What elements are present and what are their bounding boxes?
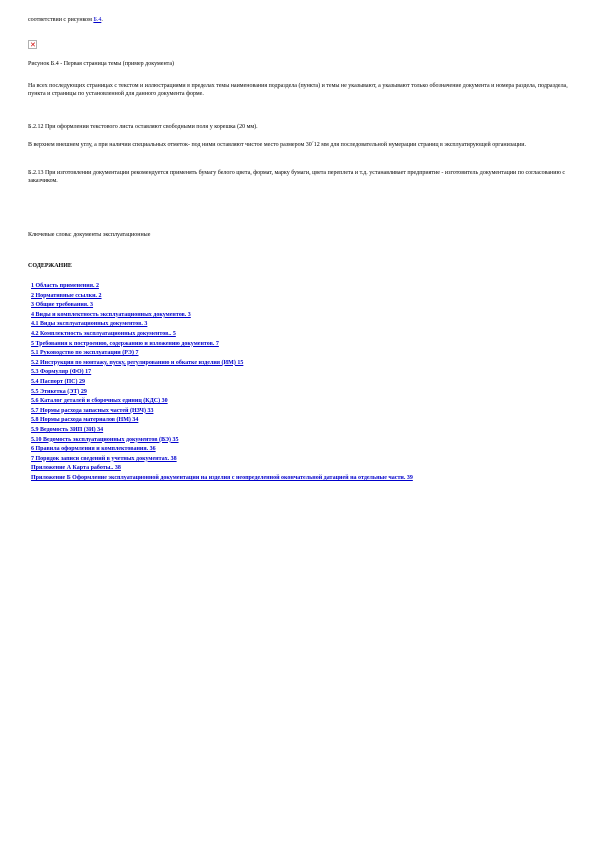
- toc-link[interactable]: 3 Общие требования. 3: [31, 302, 94, 309]
- toc-link[interactable]: 7 Порядок записи сведений в учетных документах. 38: [31, 455, 177, 462]
- toc-link[interactable]: Приложение Б Оформление эксплуатационной документации на изделия с неопределенной окончательной датацией на отдельные части. 39: [31, 474, 413, 481]
- toc-link[interactable]: 5 Требования к построению, содержанию и изложению документов. 7: [31, 340, 219, 347]
- broken-image-icon: ✕: [30, 41, 36, 49]
- toc-link[interactable]: 4 Виды и комплектность эксплуатационных документов. 3: [31, 311, 191, 318]
- toc-link[interactable]: Приложение А Карта работы.. 38: [31, 465, 121, 472]
- toc-link[interactable]: 5.7 Нормы расхода запасных частей (НЗЧ) 33: [31, 407, 154, 414]
- contents-heading: СОДЕРЖАНИЕ: [28, 263, 72, 269]
- toc-link[interactable]: 4.1 Виды эксплуатационных документов. 3: [31, 321, 148, 328]
- toc-link[interactable]: 5.4 Паспорт (ПС) 29: [31, 378, 85, 385]
- figure-link[interactable]: Б.4: [93, 17, 102, 23]
- toc-link[interactable]: 5.5 Этикетка (ЭТ) 29: [31, 388, 87, 395]
- toc-link[interactable]: 5.2 Инструкция по монтажу, пуску, регулированию и обкатке изделия (ИМ) 15: [31, 359, 244, 366]
- toc-link[interactable]: 5.8 Нормы расхода материалов (НМ) 34: [31, 417, 139, 424]
- intro-text: соответствии с рисунком: [28, 17, 94, 23]
- toc-link[interactable]: 5.3 Формуляр (ФО) 17: [31, 369, 92, 376]
- figure-caption: Рисунок Б.4 - Первая страница темы (пример документа): [28, 61, 175, 67]
- toc-link[interactable]: 1 Область применения. 2: [31, 283, 99, 289]
- toc-link[interactable]: 5.6 Каталог деталей и сборочных единиц (КДС) 30: [31, 398, 168, 405]
- table-of-contents: [31, 282, 571, 483]
- toc-link[interactable]: 5.9 Ведомость ЗИП (ЗИ) 34: [31, 426, 104, 433]
- toc-link[interactable]: 5.10 Ведомость эксплуатационных документов (ВЭ) 35: [31, 436, 179, 443]
- toc-link[interactable]: 4.2 Комплектность эксплуатационных документов.. 5: [31, 330, 176, 337]
- paragraph-4: Б.2.13 При изготовлении документации рекомендуется применять бумагу белого цвета, формат, марку бумаги, цвета переплета и т.д. устанавливает предприятие - изготовитель документации по согласованию с заказчиком.: [28, 170, 566, 184]
- section-title: Ключевые слова: документы эксплуатационные: [28, 232, 151, 238]
- intro-line: [28, 17, 568, 25]
- toc-link[interactable]: 5.1 Руководство по эксплуатации (РЭ) 7: [31, 350, 139, 357]
- paragraph-1: На всех последующих страницах с текстом и иллюстрациями в пределах темы наименования подраздела (пункта) и темы не указывают, а указывают только обозначение документа и номера раздела, подраздела, пункта и страницы по установленной для данного документа форме.: [28, 83, 568, 97]
- paragraph-3: В верхнем внешнем углу, а при наличии специальных отметок- под ними оставляют чистое место размером 30´12 мм для последовательной нумерации страниц в эксплуатирующей организации.: [28, 142, 526, 148]
- toc-link[interactable]: 6 Правила оформления и комплектования. 36: [31, 446, 156, 453]
- toc-link[interactable]: 2 Нормативные ссылки. 2: [31, 292, 102, 299]
- intro-tail: .: [101, 17, 103, 23]
- paragraph-2: Б.2.12 При оформлении текстового листа оставляют свободными поля у корешка (20 мм).: [28, 124, 258, 130]
